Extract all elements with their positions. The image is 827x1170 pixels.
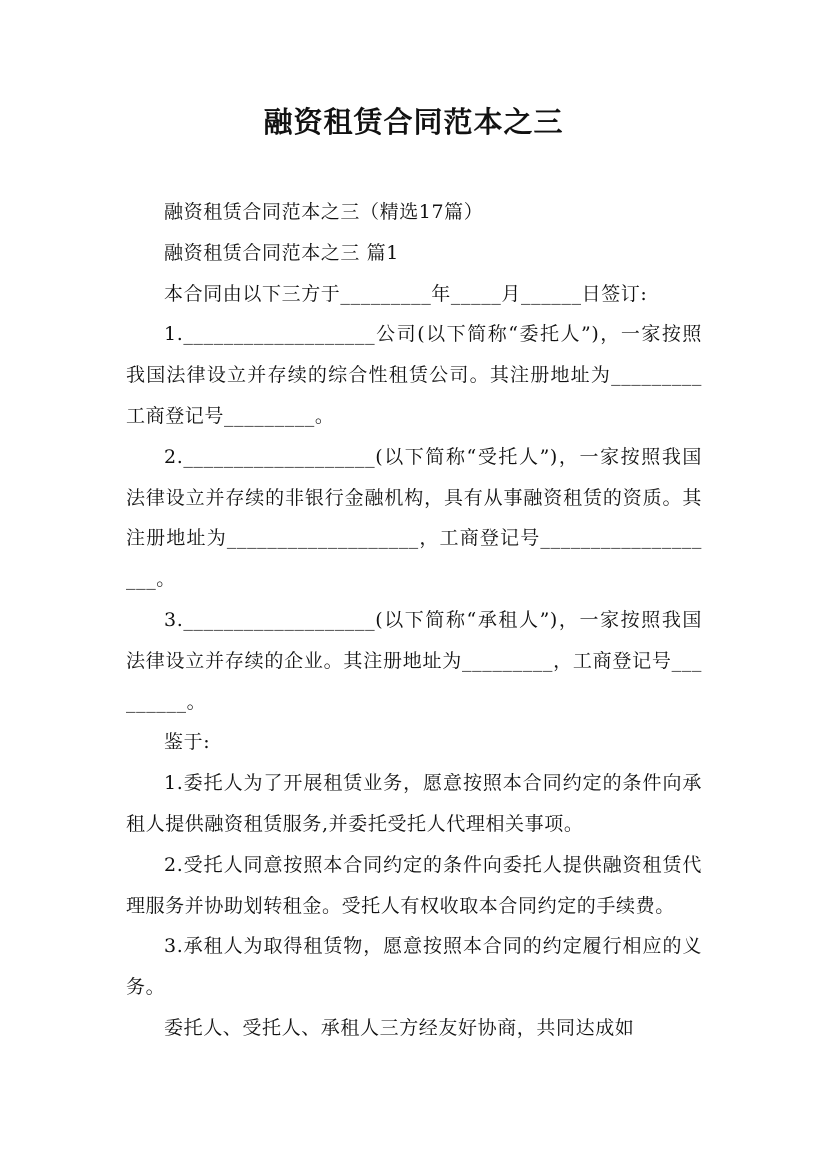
paragraph-subtitle: 融资租赁合同范本之三（精选17篇） (164, 201, 484, 223)
paragraph-signing-date: 本合同由以下三方于_________年_____月______日签订: (164, 282, 648, 305)
paragraph-party-lessee: 3.___________________(以下简称“承租人”)，一家按照我国法律设立并存续的企业。其注册地址为_________，工商登记号_________。 (126, 608, 702, 713)
paragraph-party-trustee: 2.___________________(以下简称“受托人”)，一家按照我国法律设立并存续的非银行金融机构，具有从事融资租赁的资质。其注册地址为___________________，工商登记号___________________。 (126, 445, 702, 591)
paragraph-recital-1: 1.委托人为了开展租赁业务，愿意按照本合同约定的条件向承租人提供融资租赁服务,并委托受托人代理相关事项。 (126, 772, 702, 835)
paragraph-whereas: 鉴于: (164, 731, 211, 754)
paragraph-agreement-intro: 委托人、受托人、承租人三方经友好协商，共同达成如 (164, 1016, 635, 1039)
paragraph-party-entrustor: 1.___________________公司(以下简称“委托人”)，一家按照我国法律设立并存续的综合性租赁公司。其注册地址为_________工商登记号_________。 (126, 323, 702, 427)
document-title: 融资租赁合同范本之三 (263, 105, 564, 139)
paragraph-recital-2: 2.受托人同意按照本合同约定的条件向委托人提供融资租赁代理服务并协助划转租金。受托人有权收取本合同约定的手续费。 (126, 853, 702, 917)
paragraph-section-heading: 融资租赁合同范本之三 篇1 (164, 241, 399, 264)
paragraph-recital-3: 3.承租人为取得租赁物，愿意按照本合同的约定履行相应的义务。 (126, 935, 702, 999)
document-body (126, 192, 702, 1049)
